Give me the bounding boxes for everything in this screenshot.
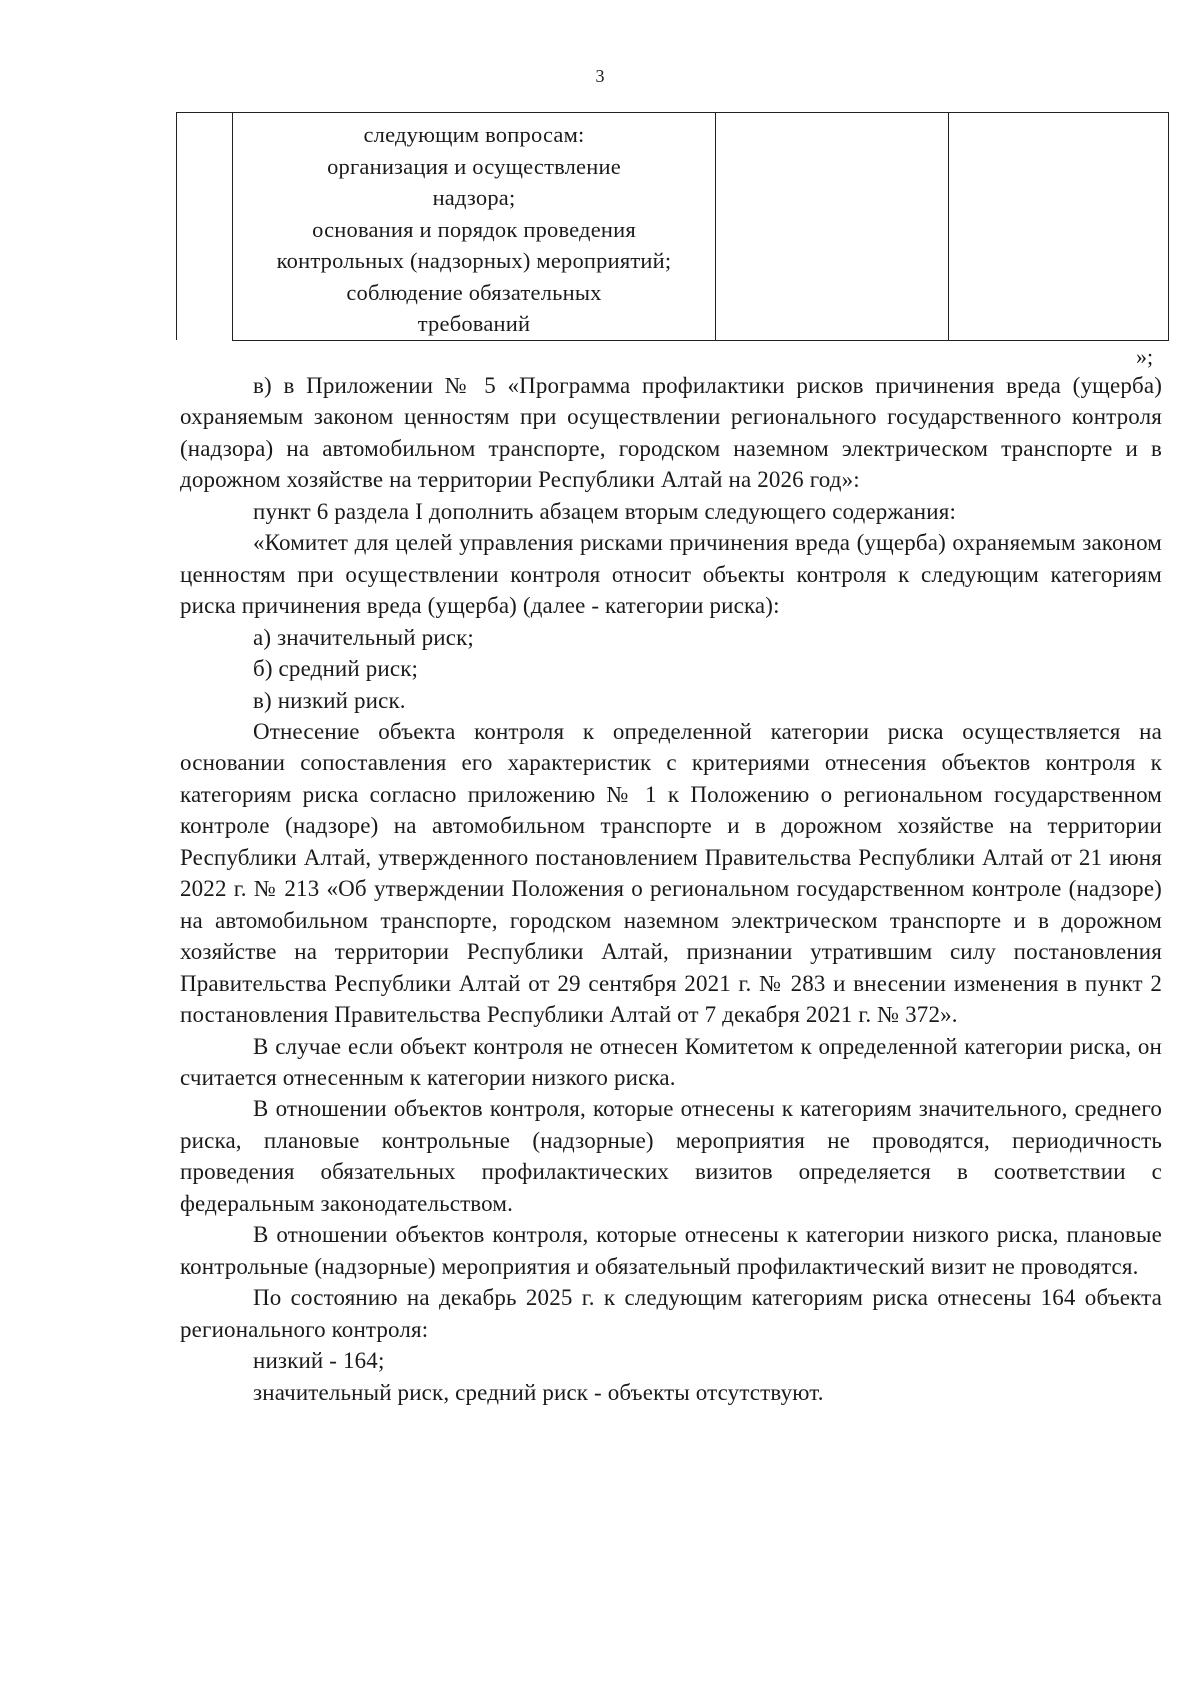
table-line: организация и осуществление: [327, 153, 621, 179]
page-number: 3: [595, 66, 605, 86]
table-line: следующим вопросам:: [363, 122, 585, 147]
table-line: надзора;: [432, 185, 516, 210]
list-item: в) низкий риск.: [253, 687, 406, 713]
list-item: низкий - 164;: [253, 1348, 385, 1374]
table-cell-empty: [949, 113, 1169, 341]
paragraph: в) в Приложении № 5 «Программа профилактики рисков причинения вреда (ущерба) охраняемым законом ценностям при осуществлении регионального государственного контроля (надзора) на автомобильном транспорте, городском наземном электрическом транспорте и в дорожном хозяйстве на территории Республики Алтай на 2026 год»:: [180, 373, 1162, 493]
paragraph: пункт 6 раздела I дополнить абзацем вторым следующего содержания:: [253, 498, 956, 524]
paragraph: Отнесение объекта контроля к определенной категории риска осуществляется на основании сопоставления его характеристик с критериями отнесения объектов контроля к категориям риска согласно приложению № 1 к Положению о региональном государственном контроле (надзоре) на автомобильном транспорте и в дорожном хозяйстве на территории Республики Алтай, утвержденного постановлением Правительства Республики Алтай от 21 июня 2022 г. № 213 «Об утверждении Положения о региональном государственном контроле (надзоре) на автомобильном транспорте, городском наземном электрическом транспорте и в дорожном хозяйстве на территории Республики Алтай, признании утратившим силу постановления Правительства Республики Алтай от 29 сентября 2021 г. № 283 и внесении изменения в пункт 2 постановления Правительства Республики Алтай от 7 декабря 2021 г. № 372».: [180, 718, 1162, 1028]
table-line: контрольных (надзорных) мероприятий;: [276, 248, 672, 273]
table-closing-quote: »;: [1136, 344, 1154, 369]
list-item: значительный риск, средний риск - объекты отсутствуют.: [253, 1379, 824, 1405]
table-row: [177, 113, 1169, 341]
paragraph: В отношении объектов контроля, которые отнесены к категориям значительного, среднего риска, плановые контрольные (надзорные) мероприятия не проводятся, периодичность проведения обязательных профилактических визитов определяется в соответствии с федеральным законодательством.: [180, 1096, 1162, 1216]
table-cell-empty: [716, 113, 949, 341]
list-item: б) средний риск;: [253, 656, 419, 682]
table-line: основания и порядок проведения: [312, 216, 636, 242]
paragraph: В случае если объект контроля не отнесен Комитетом к определенной категории риска, он считается отнесенным к категории низкого риска.: [180, 1033, 1162, 1090]
table-cell-content: [233, 113, 716, 341]
table-line: требований: [417, 311, 531, 336]
paragraph: В отношении объектов контроля, которые отнесены к категории низкого риска, плановые контрольные (надзорные) мероприятия и обязательный профилактический визит не проводятся.: [180, 1222, 1162, 1279]
continued-table: [176, 112, 1169, 341]
document-body: [180, 370, 1162, 1408]
paragraph: «Комитет для целей управления рисками причинения вреда (ущерба) охраняемым законом ценностям при осуществлении контроля относит объекты контроля к следующим категориям риска причинения вреда (ущерба) (далее - категории риска):: [180, 530, 1162, 619]
list-item: а) значительный риск;: [253, 624, 474, 650]
table-cell-number: [177, 113, 233, 341]
table-line: соблюдение обязательных: [346, 279, 602, 305]
paragraph: По состоянию на декабрь 2025 г. к следующим категориям риска отнесены 164 объекта регионального контроля:: [180, 1285, 1162, 1342]
